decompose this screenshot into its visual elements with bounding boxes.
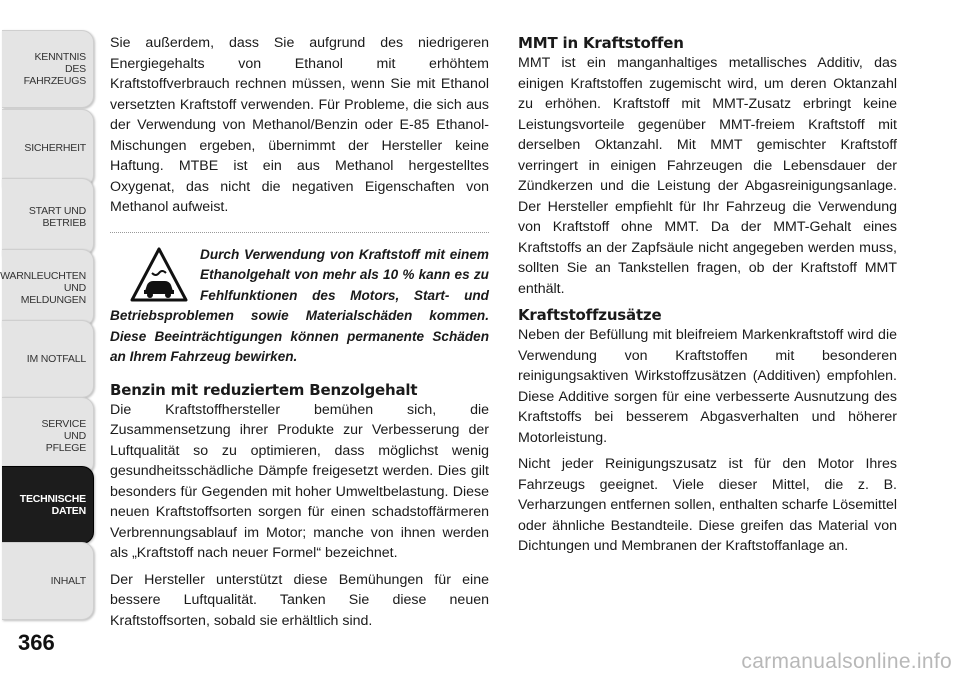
tab-warnleuchten-und-meldungen[interactable]: WARNLEUCHTEN UND MELDUNGEN bbox=[2, 249, 94, 327]
warning-text: Durch Verwendung von Kraftstoff mit einem Ethanolgehalt von mehr als 10 % kann es zu Fehlfunktionen des Motors, Start- und Betriebsproblemen sowie Materialschäden kommen. Diese Beeinträchtigungen können permanente Schäden an Ihrem Fahrzeug bewirken. bbox=[110, 246, 489, 364]
section-heading-mmt: MMT in Kraftstoffen bbox=[518, 34, 684, 52]
tab-technische-daten[interactable]: TECHNISCHE DATEN bbox=[2, 466, 94, 544]
tab-sicherheit[interactable]: SICHERHEIT bbox=[2, 109, 94, 187]
mmt-paragraph: MMT ist ein manganhaltiges metallisches Additiv, das einigen Kraftstoffen zugemischt wird, um deren Oktanzahl zu erhöhen. Kraftstoff mit MMT-Zusatz erbringt keine Leistungsvorteile gegenüber MMT-freiem Kraftstoff mit derselben Oktanzahl. Mit MMT gemischter Kraftstoff verringert in einigen Fahrzeugen die Lebensdauer der Zündkerzen und die Leistung der Abgasreinigungsanlage. Der Hersteller empfiehlt für Ihr Fahrzeug die Verwendung von Kraftstoff ohne MMT. Da der MMT-Gehalt eines Kraftstoffs an der Zapfsäule nicht angegeben werden muss, sollten Sie an Tankstellen fragen, ob der Kraftstoff MMT enthält. bbox=[518, 55, 897, 297]
left-column bbox=[110, 33, 489, 637]
tab-kenntnis-des-fahrzeugs[interactable]: KENNTNIS DES FAHRZEUGS bbox=[2, 30, 94, 108]
tab-im-notfall[interactable]: IM NOTFALL bbox=[2, 320, 94, 398]
section-heading-zusaetze: Kraftstoffzusätze bbox=[518, 306, 662, 324]
tab-service-und-pflege[interactable]: SERVICE UND PFLEGE bbox=[2, 397, 94, 475]
warning-box bbox=[110, 232, 489, 368]
tab-inhalt[interactable]: INHALT bbox=[2, 542, 94, 620]
intro-paragraph: Sie außerdem, dass Sie aufgrund des niedrigeren Energiegehalts von Ethanol mit erhöhtem Kraftstoffverbrauch rechnen müssen, wenn Sie mit Ethanol versetzten Kraftstoff verwenden. Für Probleme, die sich aus der Verwendung von Methanol/Benzin oder E-85 Ethanol-Mischungen ergeben, übernimmt der Hersteller keine Haftung. MTBE ist ein aus Methanol hergestelltes Oxygenat, das nicht die negativen Eigenschaften von Methanol aufweist. bbox=[110, 35, 489, 215]
zusaetze-paragraph-1: Neben der Befüllung mit bleifreiem Markenkraftstoff wird die Verwendung von Kraftstoffen mit besonderen reinigungsaktiven Wirkstoffzusätzen (Additiven) empfohlen. Diese Additive sorgen für eine verbesserte Ausnutzung des Kraftstoffs bei besserem Abgasverhalten und höherer Motorleistung. bbox=[518, 327, 897, 446]
watermark: carmanualsonline.info bbox=[741, 650, 952, 673]
benzol-paragraph-1: Die Kraftstoffhersteller bemühen sich, die Zusammensetzung ihrer Produkte zur Verbesserung der Luftqualität so zu optimieren, dass möglichst wenig gesundheitsschädliche Dämpfe freigesetzt werden. Dies gilt besonders für Gegenden mit hoher Umweltbelastung. Diese neuen Kraftstoffsorten sorgen für einen schadstoffärmeren Verbrennungsablauf im Motor; manche von ihnen werden als „Kraftstoff nach neuer Formel“ bezeichnet. bbox=[110, 401, 489, 561]
right-column bbox=[518, 33, 897, 563]
tab-start-und-betrieb[interactable]: START UND BETRIEB bbox=[2, 178, 94, 256]
section-heading-benzol: Benzin mit reduziertem Benzolgehalt bbox=[110, 380, 418, 399]
zusaetze-paragraph-2: Nicht jeder Reinigungszusatz ist für den Motor Ihres Fahrzeugs geeignet. Viele dieser Mittel, die z. B. Verharzungen entfernen sollen, enthalten scharfe Lösemittel oder ähnliche Bestandteile. Diese greifen das Material von Dichtungen und Membranen der Kraftstoffanlage an. bbox=[518, 456, 897, 554]
warning-triangle-car-icon bbox=[130, 247, 188, 303]
benzol-paragraph-2: Der Hersteller unterstützt diese Bemühungen für eine bessere Luftqualität. Tanken Sie diese neuen Kraftstoffsorten, sobald sie erhältlich sind. bbox=[110, 571, 489, 629]
page-number: 366 bbox=[18, 630, 55, 655]
